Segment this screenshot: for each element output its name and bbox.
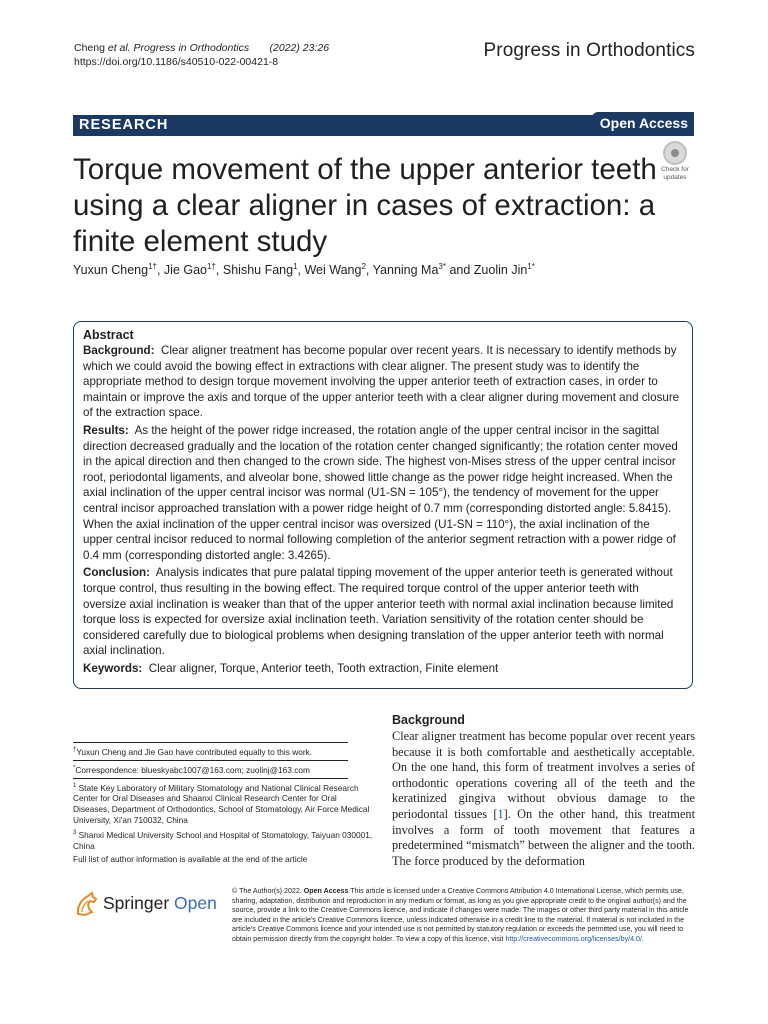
author-name[interactable]: Zuolin Jin <box>473 263 528 278</box>
author-name[interactable]: Jie Gao <box>163 263 208 278</box>
abstract-results: Results: As the height of the power ridge increased, the rotation angle of the upper central incisor in the sagittal direction decreased gradually and the location of the rotation center changed significantly; the rotation center moved in the apical direction and then changed to the crown side. The highest von-Mises stress of the upper central incisor root, periodontal ligaments, and alveolar bone, showed little change as the power ridge height increased. When the axial inclination of the upper central incisor was normal (U1-SN = 105°), the tendency of movement for the upper central incisor approached translation with a power ridge height of 0.7 mm (corresponding distorted angle: 5.8415). When the axial inclination of the upper central incisor was oversized (U1-SN = 110°), the axial inclination of the upper central incisor reduced to normal following completion of the anterior segment retraction with a power ridge of 0.4 mm (corresponding distorted angle: 3.4265). <box>83 423 678 562</box>
footnote-full-list: Full list of author information is available at the end of the article <box>73 854 308 865</box>
abstract-heading: Abstract <box>83 328 134 342</box>
author-name[interactable]: Wei Wang <box>304 263 362 278</box>
article-title: Torque movement of the upper anterior teeth using a clear aligner in cases of extraction: a finite element study <box>73 153 657 258</box>
citation-year: (2022) 23:26 <box>269 42 330 54</box>
publisher-open: Open <box>174 893 217 913</box>
author-affiliation-marker: 2 <box>361 262 366 271</box>
journal-name: Progress in Orthodontics <box>483 40 695 61</box>
citation-journal: et al. Progress in Orthodontics <box>107 42 250 54</box>
author-affiliation-marker: 1† <box>207 262 216 271</box>
license-link[interactable]: http://creativecommons.org/licenses/by/4.0/ <box>505 934 642 943</box>
footnote-correspondence: *Correspondence: blueskyabc1007@163.com; zuolinj@163.com <box>73 764 310 775</box>
author-name[interactable]: Yuxun Cheng <box>73 263 149 278</box>
abstract-background: Background: Clear aligner treatment has become popular over recent years. It is necessary to identify methods by which we could avoid the bowing effect in extractions with clear aligner. The present study was to identify the appropriate method to design torque movement involving the upper anterior teeth of extraction cases, in order to maintain or improve the axis and torque of the upper anterior teeth with a clear aligner during movement and closure of the extraction space. <box>83 344 680 420</box>
abstract-conclusion: Conclusion: Analysis indicates that pure palatal tipping movement of the upper anterior teeth is generated without torque control, thus resulting in the bowing effect. The required torque control of the upper anterior teeth with oversize axial inclination is weaker than that of the upper anterior teeth with normal axial inclination because limited torque loss is expected for oversize axial inclination teeth. Variation sensitivity of the rotation center should be considered carefully due to biological problems when designing translation of the upper anterior teeth with normal axial inclination. <box>83 566 674 658</box>
research-banner <box>73 115 694 136</box>
body-paragraph: Clear aligner treatment has become popular over recent years because it is both comfortable and aesthetically acceptable. On the one hand, this form of treatment involves a series of orthodontic operations covering all of the teeth and the keratinized gingiva without obvious damage to the periodontal tissues [1]. On the other hand, this treatment involves a form of tooth movement that features a predetermined “mismatch” between the aligner and the tooth. The force produced by the deformation <box>392 729 695 868</box>
section-heading: Background <box>392 713 465 727</box>
article-type-label: RESEARCH <box>79 117 169 133</box>
author-affiliation-marker: 1† <box>148 262 157 271</box>
check-updates-line2: updates <box>663 174 687 181</box>
footnote-affiliation-3: $^3$ Shanxi Medical University School and Hospital of Stomatology, Taiyuan 030001, China <box>73 830 373 852</box>
open-access-badge: Open Access <box>592 112 694 133</box>
check-updates-icon <box>663 141 687 165</box>
springer-horse-icon <box>73 890 99 918</box>
author-affiliation-marker: 1* <box>527 262 535 271</box>
footnote-rule <box>73 778 348 779</box>
publisher-name: Springer <box>103 893 170 913</box>
background-section <box>392 713 695 869</box>
license-text: © The Author(s) 2022. Open Access This article is licensed under a Creative Commons Attribution 4.0 International License, which permits use, sharing, adaptation, distribution and reproduction in any medium or format, as long as you give appropriate credit to the original author(s) and the source, provide a link to the Creative Commons licence, and indicate if changes were made. The images or other third party material in this article are included in the article's Creative Commons licence, unless indicated otherwise in a credit line to the material. If material is not included in the article's Creative Commons licence and your intended use is not permitted by statutory regulation or exceeds the permitted use, you will need to obtain permission directly from the copyright holder. To view a copy of this licence, visit http://creativecommons.org/licenses/by/4.0/. <box>232 887 689 943</box>
doi-link[interactable]: https://doi.org/10.1186/s40510-022-00421-8 <box>74 56 279 68</box>
citation-link[interactable]: 1 <box>497 806 504 821</box>
footnote-rule <box>73 742 348 743</box>
citation-author: Cheng <box>74 42 108 54</box>
footnote-rule <box>73 760 348 761</box>
author-name[interactable]: Shishu Fang <box>222 263 294 278</box>
citation-header <box>74 41 434 69</box>
footnotes <box>73 742 373 867</box>
author-list: Yuxun Cheng$^{1\dagger}$, Jie Gao$^{1\dagger}$, Shishu Fang$^1$, Wei Wang$^2$, Yanning $Ma^{3*}$ and Zuolin Jin$^{1*}$ <box>73 262 535 278</box>
footnote-affiliation-1: $^1$ State Key Laboratory of Military Stomatology and National Clinical Research Center for Oral Diseases and Shaanxi Clinical Research Center for Oral Diseases, Department of Orthodontics, School of Stomatology, Air Force Medical University, Xi'an 710032, China <box>73 782 370 826</box>
check-updates-line1: Check for <box>661 166 689 173</box>
footnote-equal-contribution: †Yuxun Cheng and Jie Gao have contributed equally to this work. <box>73 746 313 757</box>
springer-open-logo <box>73 890 223 920</box>
abstract-keywords: Keywords: Clear aligner, Torque, Anterior teeth, Tooth extraction, Finite element <box>83 661 499 675</box>
abstract-box <box>73 321 693 689</box>
author-affiliation-marker: 1 <box>293 262 298 271</box>
author-affiliation-marker: 3* <box>438 262 446 271</box>
author-name[interactable]: Yanning Ma <box>372 263 439 278</box>
